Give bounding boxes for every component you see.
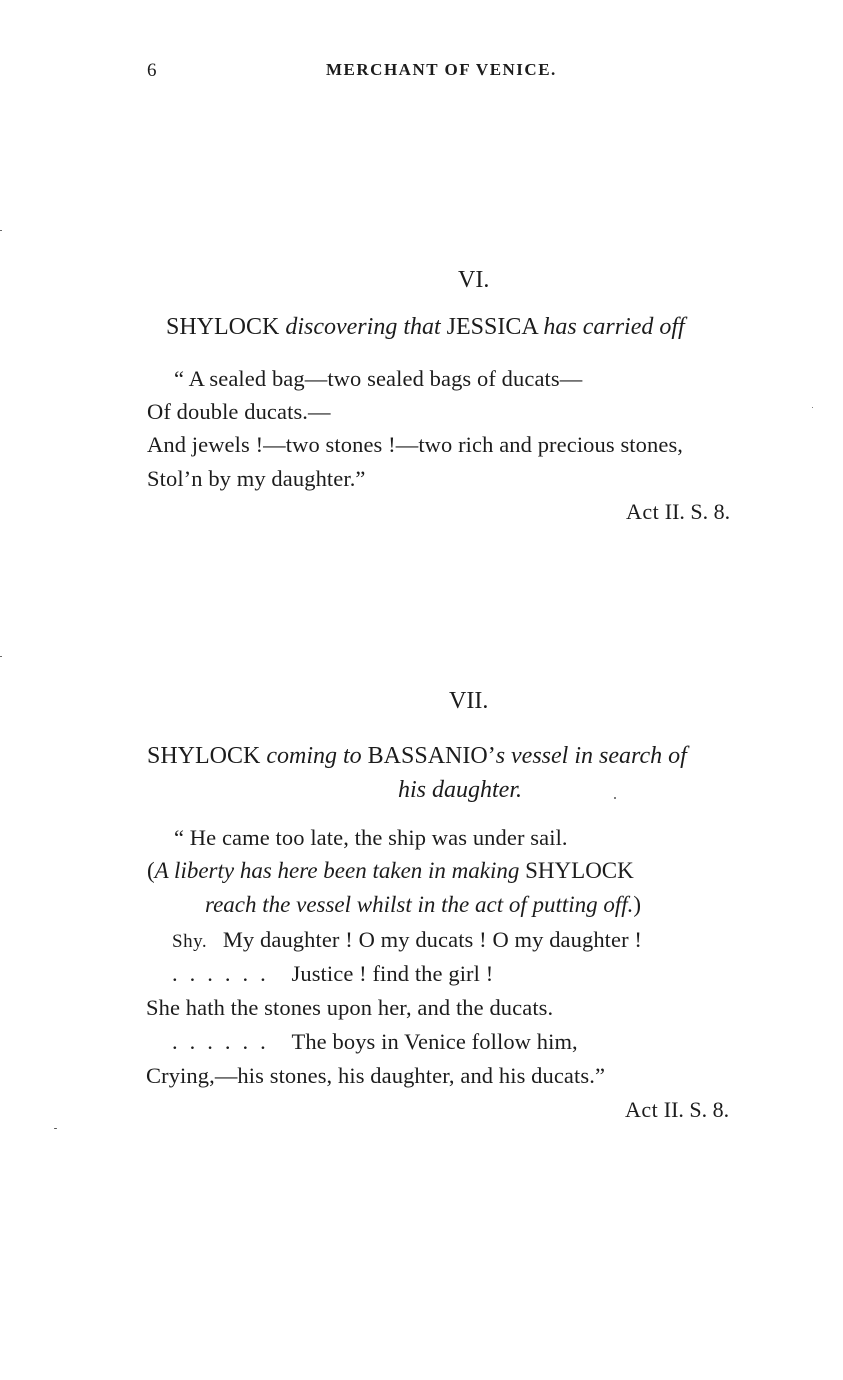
editorial-note (147, 858, 634, 884)
verse-line: Stol’n by my daughter.” (147, 466, 366, 491)
verse-line: Crying,—his stones, his daughter, and his ducats.” (146, 1063, 606, 1088)
section-vii-caption (147, 743, 687, 770)
section-vii-caption-line2 (398, 777, 522, 804)
ink-speck (812, 407, 813, 408)
act-scene-numbers: II. S. 8. (659, 499, 731, 524)
speech-text: My daughter ! O my ducats ! O my daughter ! (222, 927, 643, 952)
caption-text: has carried off (543, 314, 685, 340)
section-vi-caption (166, 314, 685, 341)
caption-text: s vessel in search of (495, 743, 687, 769)
caption-text: his daughter. (398, 777, 523, 803)
speech-line (172, 927, 642, 953)
verse-line: “ A sealed bag—two sealed bags of ducats— (174, 366, 583, 391)
note-text: reach the vessel whilst in the act of putting off. (205, 892, 634, 917)
caption-text: discovering that (285, 314, 441, 340)
caption-name-shylock: SHYLOCK (166, 314, 280, 340)
ellipsis: ...... (172, 961, 278, 986)
act-word: Act (626, 499, 660, 524)
note-name-shylock: SHYLOCK (525, 858, 634, 883)
verse-line: And jewels !—two stones !—two rich and precious stones, (147, 432, 684, 457)
editorial-note-line2 (205, 892, 641, 918)
act-word: Act (625, 1097, 659, 1122)
verse-line (172, 961, 493, 987)
verse-text: The boys in Venice follow him, (291, 1029, 578, 1054)
ellipsis: ...... (172, 1029, 278, 1054)
section-vii-numeral: VII. (449, 688, 489, 714)
act-scene-reference (626, 499, 730, 525)
section-vi-numeral: VI. (458, 267, 490, 293)
ink-speck (0, 230, 2, 231)
verse-line: “ He came too late, the ship was under sail. (174, 825, 568, 850)
ink-speck (614, 797, 616, 799)
speaker-name: Shy. (172, 931, 208, 952)
verse-line: She hath the stones upon her, and the ducats. (146, 995, 554, 1020)
verse-line (172, 1029, 578, 1055)
note-paren: ( (147, 858, 155, 883)
act-scene-reference (625, 1097, 729, 1123)
verse-line: Of double ducats.— (147, 399, 331, 424)
caption-name-bassanio: BASSANIO’ (367, 743, 496, 769)
caption-name-jessica: JESSICA (446, 314, 538, 340)
act-scene-numbers: II. S. 8. (658, 1097, 730, 1122)
caption-text: coming to (266, 743, 362, 769)
caption-name-shylock: SHYLOCK (147, 743, 261, 769)
note-text: A liberty has here been taken in making (154, 858, 520, 883)
page-number: 6 (147, 60, 158, 81)
ink-speck (54, 1128, 57, 1129)
note-paren: ) (633, 892, 642, 917)
verse-text: Justice ! find the girl ! (291, 961, 494, 986)
ink-speck (0, 656, 2, 657)
running-title: MERCHANT OF VENICE. (326, 60, 557, 79)
